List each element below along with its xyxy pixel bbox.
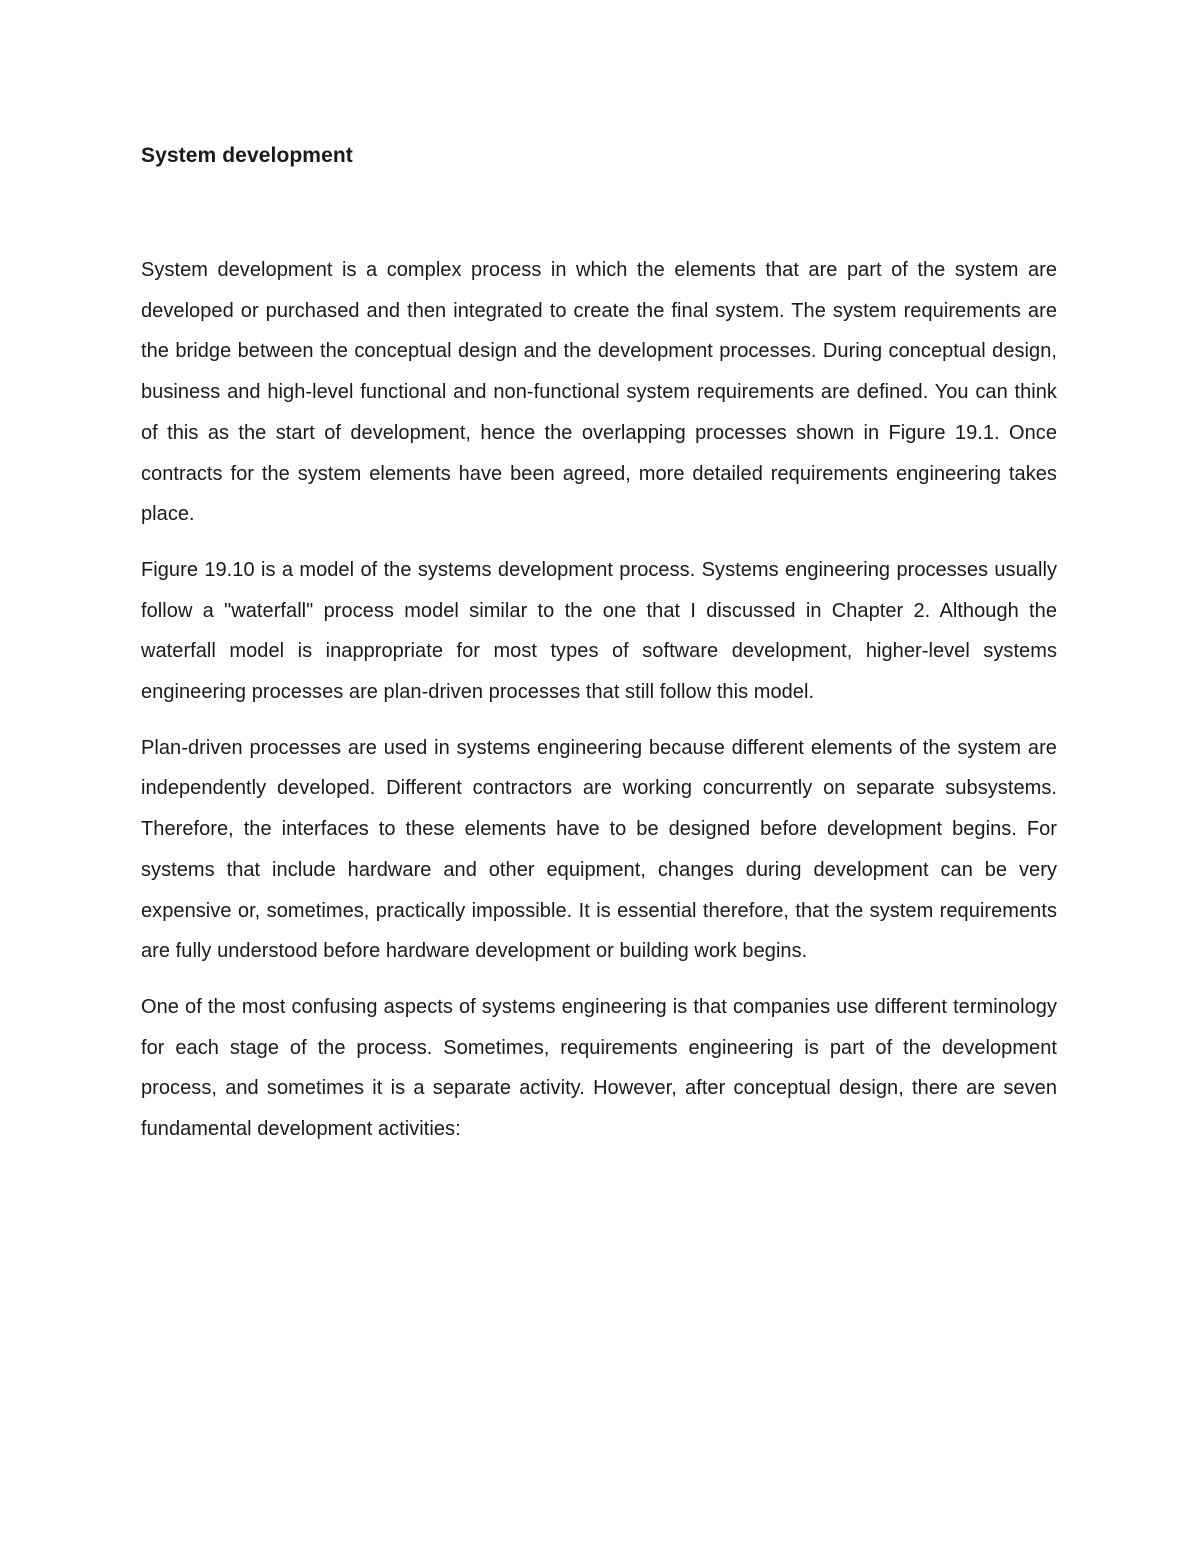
paragraph-4: One of the most confusing aspects of systems engineering is that companies use different terminology for each stage of the process. Sometimes, requirements engineering is part of the development process, and sometimes it is a separate activity. However, after conceptual design, there are seven fundamental development activities: xyxy=(141,995,1057,1141)
paragraph-3: Plan-driven processes are used in systems engineering because different elements of the system are independently developed. Different contractors are working concurrently on separate subsystems. Therefore, the interfaces to these elements have to be designed before development begins. For systems that include hardware and other equipment, changes during development can be very expensive or, sometimes, practically impossible. It is essential therefore, that the system requirements are fully understood before hardware development or building work begins. xyxy=(141,736,1057,963)
paragraph-2: Figure 19.10 is a model of the systems development process. Systems engineering processes usually follow a "waterfall" process model similar to the one that I discussed in Chapter 2. Although the waterfall model is inappropriate for most types of software development, higher-level systems engineering processes are plan-driven processes that still follow this model. xyxy=(141,558,1057,704)
document-title: System development xyxy=(141,144,353,167)
document-body xyxy=(141,250,1057,1150)
document-content xyxy=(141,140,1057,1165)
paragraph-1: System development is a complex process in which the elements that are part of the system are developed or purchased and then integrated to create the final system. The system requirements are the bridge between the conceptual design and the development processes. During conceptual design, business and high-level functional and non-functional system requirements are defined. You can think of this as the start of development, hence the overlapping processes shown in Figure 19.1. Once contracts for the system elements have been agreed, more detailed requirements engineering takes place. xyxy=(141,259,1057,526)
